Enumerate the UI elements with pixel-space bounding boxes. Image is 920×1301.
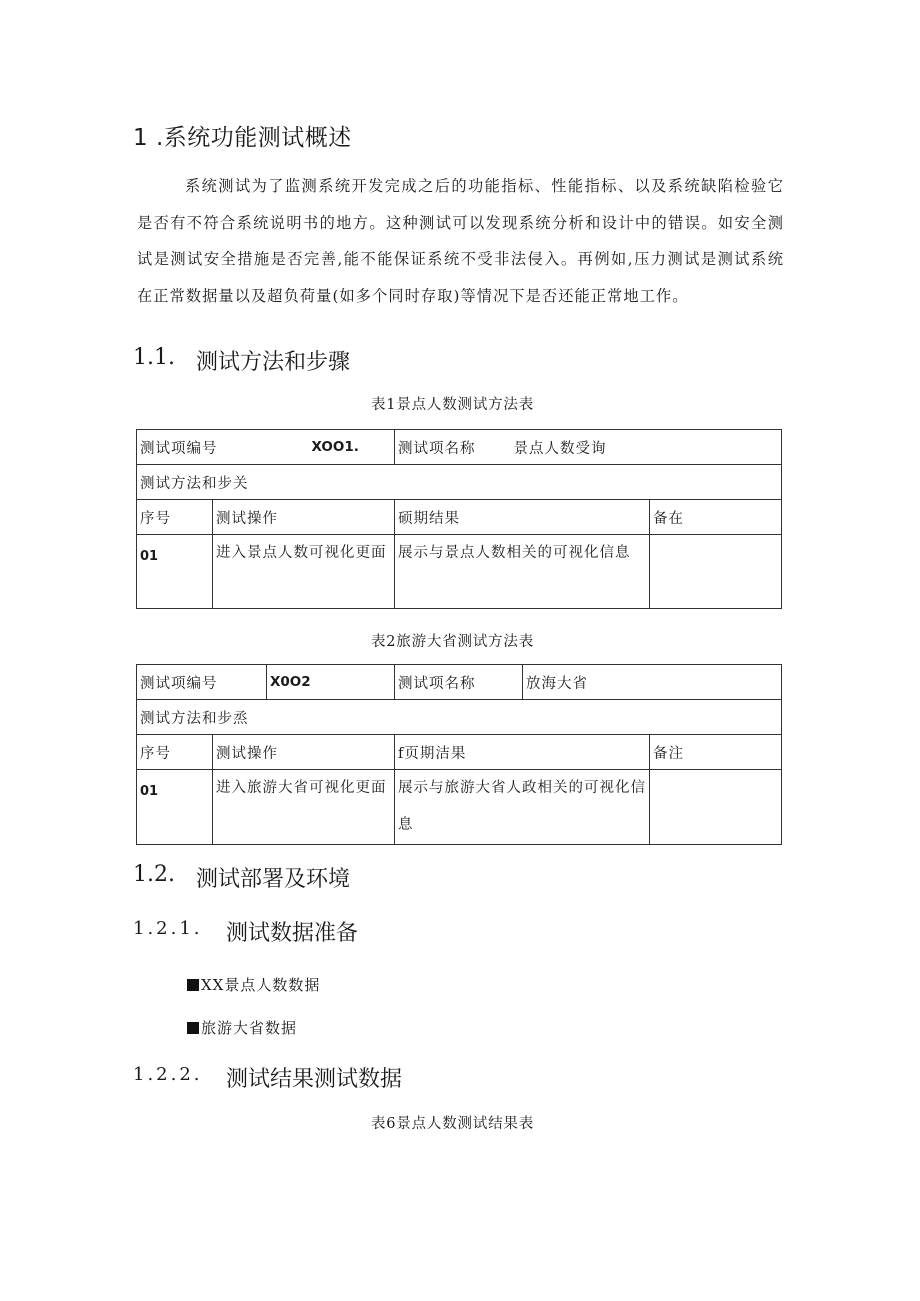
table-2-caption: 表2旅游大省测试方法表 (371, 634, 535, 650)
section-1-1-title: 测试方法和步骤 (196, 350, 351, 375)
section-1-2-title: 测试部署及环境 (196, 867, 351, 892)
section-1-2-2-title: 测试结果测试数据 (226, 1067, 403, 1092)
table-2-id-value: X0O2 (267, 665, 395, 700)
table-1-col-seq: 序号 (137, 500, 213, 535)
table-2-name-value: 放海大省 (523, 665, 782, 700)
table-row (137, 770, 782, 845)
section-1-heading: 1 .系统功能测试概述 (133, 125, 352, 151)
table-2-row-expect: 展示与旅游大省人政相关的可视化信息 (395, 770, 650, 845)
section-1-paragraph: 系统测试为了监测系统开发完成之后的功能指标、性能指标、以及系统缺陷检验它是否有不符合系统说明书的地方。这种测试可以发现系统分析和设计中的错误。如安全测试是测试安全措施是否完善,能不能保证系统不受非法侵入。再例如,压力测试是测试系统在正常数据量以及超负荷量(如多个同时存取)等情况下是否还能正常地工作。 (137, 177, 784, 305)
table-1-row-expect: 展示与景点人数相关的可视化信息 (395, 535, 650, 609)
table-6-caption: 表6景点人数测试结果表 (371, 1116, 535, 1132)
table-row (137, 735, 782, 770)
table-1-id-value: XOO1. (265, 430, 395, 465)
table-row (137, 430, 782, 465)
bullet-square-icon (187, 1022, 199, 1034)
table-1-caption: 表1景点人数测试方法表 (371, 397, 535, 413)
bullet-text: XX景点人数数据 (201, 976, 321, 994)
table-2-name-label: 测试项名称 (395, 665, 523, 700)
section-1-1-heading (133, 345, 533, 375)
section-1-2-1-title: 测试数据准备 (226, 921, 359, 946)
table-row (137, 700, 782, 735)
table-2-method-label: 测试方法和步烝 (137, 700, 782, 735)
section-1-2-number: 1.2. (133, 862, 175, 887)
table-2-col-op: 测试操作 (213, 735, 395, 770)
table-1-row-seq: 01 (137, 535, 213, 609)
table-1-row-note (650, 535, 782, 609)
section-1-2-2-heading (133, 1062, 533, 1092)
table-2-row-seq: 01 (137, 770, 213, 845)
table-row (137, 665, 782, 700)
table-1-name-value: 景点人数受询 (513, 440, 607, 457)
bullet-square-icon (187, 979, 199, 991)
table-2-row-op: 进入旅游大省可视化更面 (213, 770, 395, 845)
section-1-2-2-number: 1.2.2. (133, 1064, 203, 1085)
table-row (137, 465, 782, 500)
table-2-col-note: 备注 (650, 735, 782, 770)
bullet-text: 旅游大省数据 (201, 1019, 298, 1037)
table-1-row-op: 进入景点人数可视化更面 (213, 535, 395, 609)
table-row (137, 500, 782, 535)
table-1-name-cell (395, 430, 782, 465)
table-1-col-expect: 硕期结果 (395, 500, 650, 535)
table-2 (136, 664, 782, 845)
list-item (187, 974, 320, 995)
table-2-id-label: 测试项编号 (137, 665, 267, 700)
table-row (137, 535, 782, 609)
table-1-col-op: 测试操作 (213, 500, 395, 535)
table-1-col-note: 备在 (650, 500, 782, 535)
table-1 (136, 429, 782, 609)
table-2-row-note (650, 770, 782, 845)
table-2-col-expect: f页期洁果 (395, 735, 650, 770)
table-1-name-label: 测试项名称 (398, 440, 476, 457)
section-1-2-1-heading (133, 916, 533, 946)
section-1-1-number: 1.1. (133, 345, 175, 370)
section-1-2-heading (133, 862, 533, 892)
table-1-id-label: 测试项编号 (137, 430, 265, 465)
list-item (187, 1017, 297, 1038)
section-1-2-1-number: 1.2.1. (133, 918, 203, 939)
table-2-col-seq: 序号 (137, 735, 213, 770)
table-1-method-label: 测试方法和步关 (137, 465, 782, 500)
